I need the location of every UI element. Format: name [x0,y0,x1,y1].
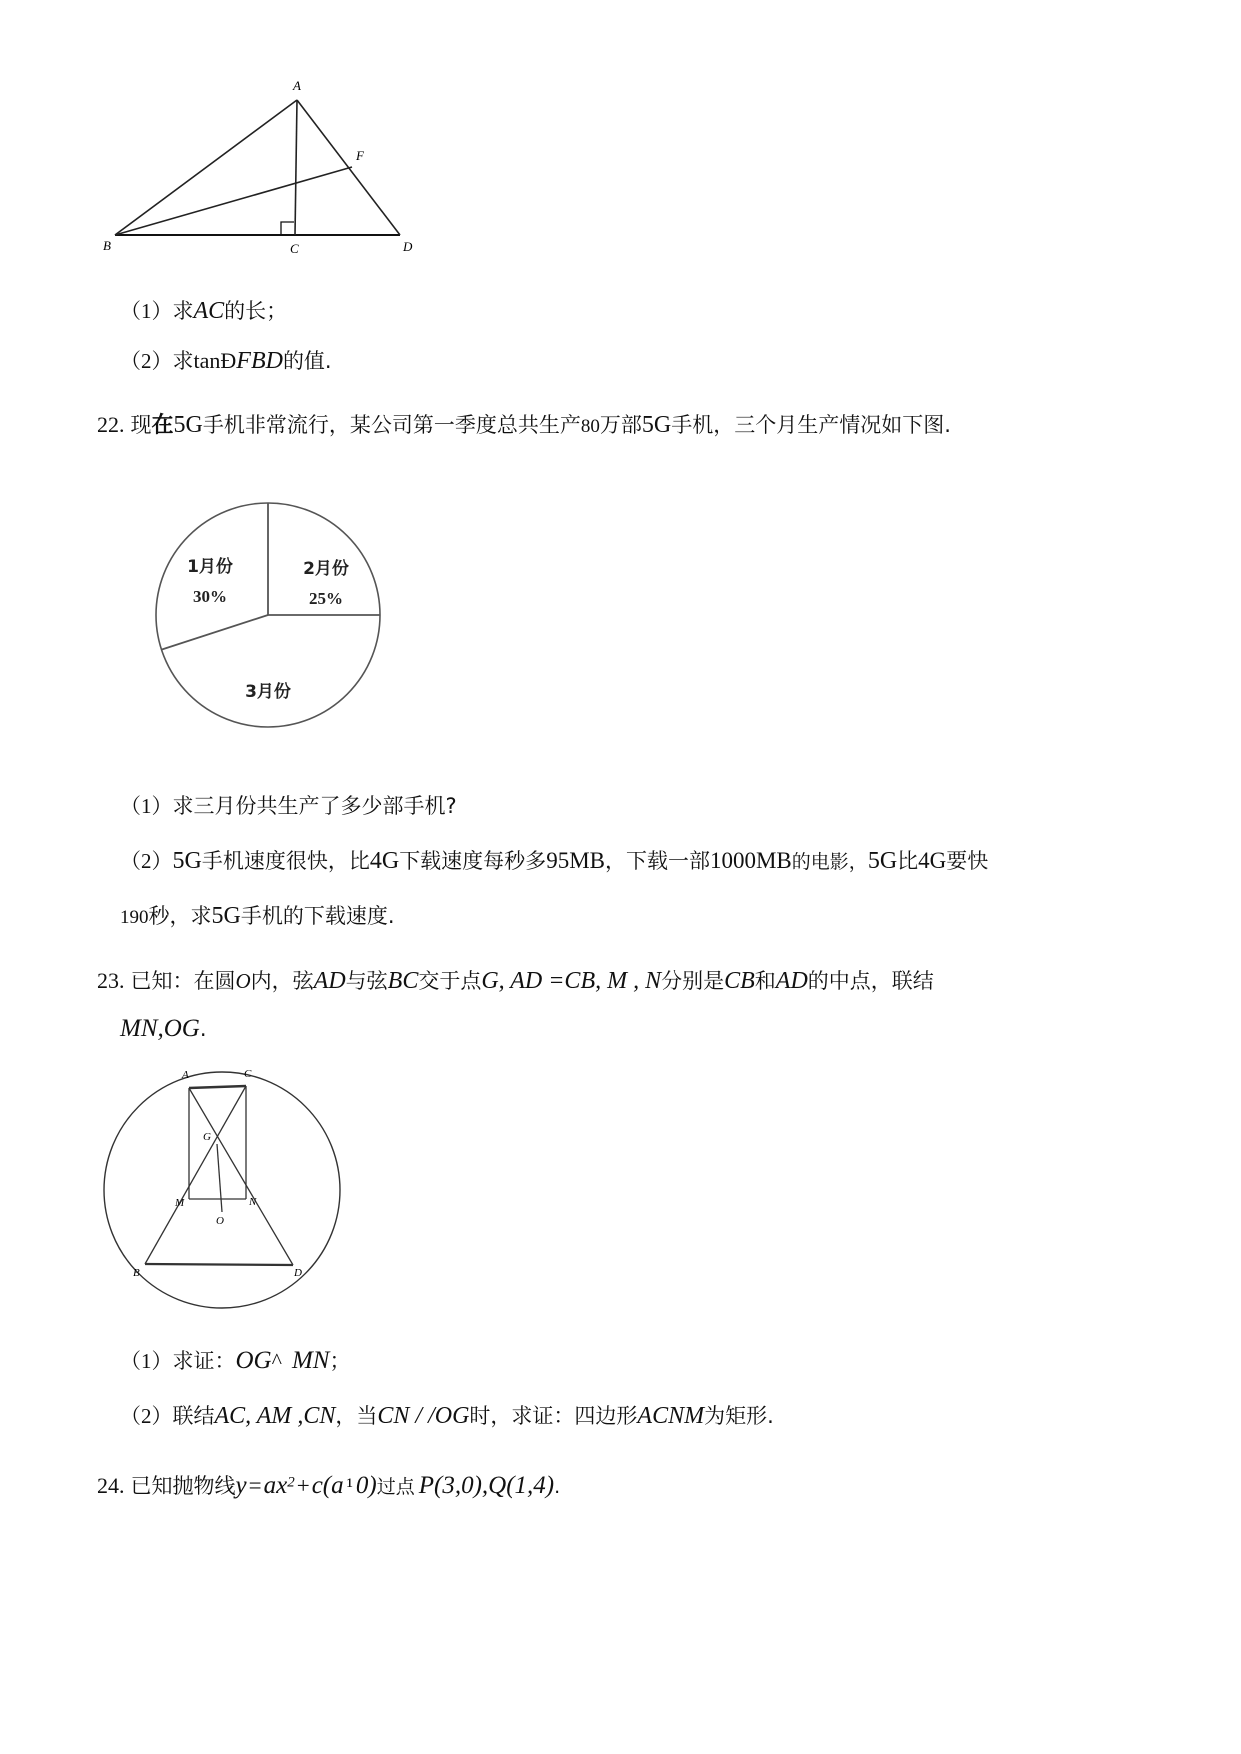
q23-part2-text-d: 为矩形. [704,1404,774,1428]
q22-seg4: 手机非常流行，某公司第一季度总共生产 [202,413,581,437]
q21-part2-text-after: 的值. [282,349,332,373]
vertex-label-a: A [293,78,301,93]
q22-seg3: 5G [173,412,203,438]
q21-part2-tan: tan [193,348,221,373]
q22-part2-line2-b: 秒，求 [148,904,212,928]
circle-label-g: G [203,1131,211,1143]
q22-part1-marker: （1） [120,794,173,818]
q24-number: 24. [97,1473,125,1498]
q24-text-a: 已知抛物线 [130,1474,236,1498]
q21-part1-text-after: 的长； [224,299,288,323]
q22-seg8: 手机，三个月生产情况如下图. [671,413,951,437]
q23-e: 与弦 [345,969,388,993]
q21-part2-text-before: 求 [172,349,194,373]
q22-part2-e: 95MB [546,848,605,873]
q22-part2-d: 下载速度每秒多 [399,849,547,873]
q22-part2-g: 1000MB [709,848,792,873]
q22-seg6: 万部 [599,413,642,437]
q21-part1-math: AC [193,298,225,324]
q21-part2-math: FBD [236,348,283,374]
q22-part2-i: 电影， [810,851,868,873]
q23-part2-line [120,1400,774,1430]
q22-part2-line2-d: 手机的下载速度. [240,904,395,928]
pie-chart-production [148,490,398,740]
q21-part2-line [120,345,332,375]
not-equal-icon: ¹ [346,1474,353,1498]
q22-part1-text: 求三月份共生产了多少部手机? [172,794,457,818]
q23-line2-math: MN,OG [120,1015,200,1042]
q23-g: 交于点 [418,969,482,993]
q22-seg1: 现 [130,413,152,437]
q23-part1-text: 求证： [172,1349,236,1373]
circle-label-a: A [182,1069,189,1081]
q23-a: 已知：在圆 [130,969,236,993]
q22-part2-b: 手机速度很快，比 [201,849,370,873]
q23-part2-math-a: AC, AM ,CN [214,1403,336,1429]
circle-o-figure [100,1060,360,1320]
q21-part2-marker: （2） [120,349,173,373]
q22-part2-h: 的 [791,851,811,873]
q22-part2-l: 4G [918,848,947,873]
q22-part1-line [120,790,457,820]
q22-statement-line [97,408,951,439]
q23-number: 23. [97,968,125,993]
q22-part2-k: 比 [897,849,919,873]
q22-part2-line1 [120,845,988,875]
q23-b: O [235,969,251,993]
q24-math-pq: P(3,0),Q(1,4) [418,1472,555,1499]
q24-math-eq: = [248,1473,262,1498]
q21-part1-text-before: 求 [172,299,194,323]
perpendicular-icon: ^ [271,1348,282,1373]
pie-slice-label-feb: 2月份 [303,559,349,579]
q22-part2-c: 4G [369,848,400,874]
q23-f: BC [387,968,419,994]
q22-seg7: 5G [641,412,672,438]
q23-part1-text-after: ； [329,1349,351,1373]
q23-statement-line2 [120,1015,207,1043]
q23-l: AD [775,968,808,994]
q23-part1-marker: （1） [120,1349,173,1373]
circle-label-b: B [133,1267,140,1279]
q22-part2-m: 要快 [946,849,989,873]
q22-part2-line2-c: 5G [211,903,241,929]
angle-icon: Ð [220,348,237,373]
pie-slice-label-jan: 1月份 [187,557,233,577]
q22-part2-line2 [120,900,395,930]
q24-statement-line [97,1470,560,1500]
q23-part1-line [120,1345,350,1375]
q23-j: CB [724,968,755,994]
q23-k: 和 [754,969,776,993]
q22-part2-a: 5G [172,848,202,874]
vertex-label-c: C [290,241,299,256]
circle-label-c: C [244,1068,252,1080]
q23-i: 分别是 [661,969,725,993]
q23-statement-line1 [97,965,934,995]
vertex-label-f: F [356,148,364,163]
q24-math-zero: 0) [355,1472,377,1499]
q22-part2-line2-a: 190 [120,907,149,928]
q23-m: 的中点，联结 [807,969,934,993]
q21-part1-line [120,295,287,325]
q23-h: G, AD =CB, M , N [481,968,662,994]
q24-math-sup: 2 [287,1474,295,1491]
vertex-label-d: D [403,239,413,254]
q23-part2-marker: （2） [120,1404,173,1428]
q23-part1-math-a: OG [235,1347,272,1374]
q23-part2-text-a: 联结 [172,1404,215,1428]
q23-d: AD [313,968,346,994]
q22-number: 22. [97,412,125,437]
q23-part2-text-b: ，当 [335,1404,378,1428]
q24-math-plus: + [296,1473,310,1498]
q24-text-b: 过点 [376,1476,415,1498]
q23-part1-math-b: MN [291,1347,330,1374]
q22-part2-marker: （2） [120,849,173,873]
pie-slice-percent-jan: 30% [193,587,227,606]
q21-part1-marker: （1） [120,299,173,323]
q24-math-c: c(a [311,1472,344,1499]
circle-label-d: D [294,1267,302,1279]
q22-seg2: 在 [151,413,174,438]
circle-label-n: N [249,1196,257,1208]
q23-part2-math-c: ACNM [637,1403,705,1429]
q23-c: 内，弦 [250,969,314,993]
circle-label-o: O [216,1215,224,1227]
vertex-label-b: B [103,238,111,253]
q22-part2-j: 5G [867,848,898,874]
q24-math-ax: ax [263,1472,288,1499]
pie-slice-label-mar: 3月份 [245,682,291,702]
q22-seg5: 80 [580,416,600,437]
q22-part2-f: ，下载一部 [604,849,710,873]
q23-line2-period: . [199,1017,207,1041]
q23-part2-text-c: 时，求证：四边形 [469,1404,638,1428]
q24-math-y: y [235,1472,247,1499]
circle-label-m: M [175,1197,185,1209]
triangle-abcd-figure [100,70,460,260]
q24-period: . [554,1476,561,1498]
q23-part2-math-b: CN / /OG [377,1403,470,1429]
pie-slice-percent-feb: 25% [309,589,343,608]
